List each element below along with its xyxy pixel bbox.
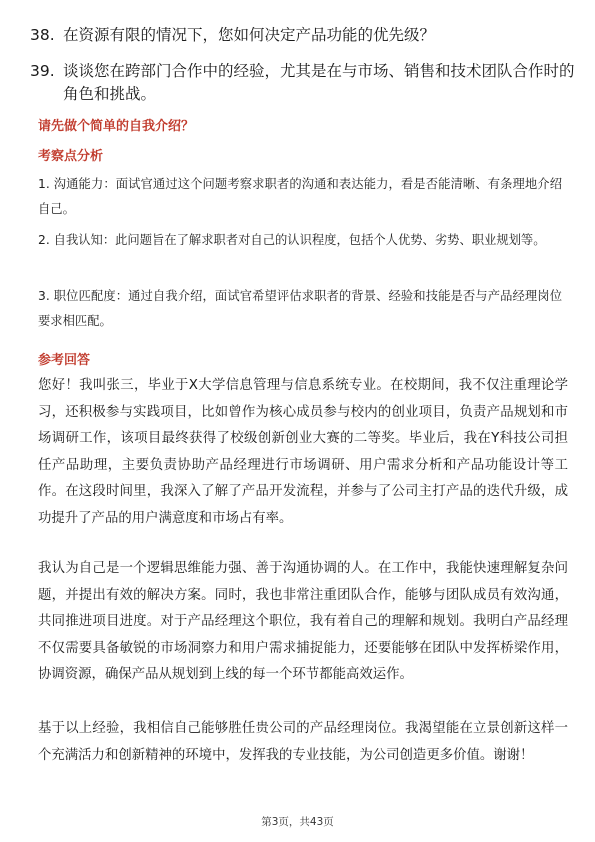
- question-text: 在资源有限的情况下，您如何决定产品功能的优先级？: [63, 26, 436, 44]
- question-number: 38.: [30, 26, 55, 44]
- analysis-point-3: 3. 职位匹配度：通过自我介绍，面试官希望评估求职者的背景、经验和技能是否与产品经理岗位要求相匹配。: [38, 289, 562, 328]
- question-text: 谈谈您在跨部门合作中的经验，尤其是在与市场、销售和技术团队合作时的角色和挑战。: [63, 62, 575, 103]
- main-question-heading: 请先做个简单的自我介绍？: [38, 119, 195, 134]
- analysis-point-2: 2. 自我认知：此问题旨在了解求职者对自己的认识程度，包括个人优势、劣势、职业规划等。: [38, 233, 546, 247]
- question-number: 39.: [30, 62, 55, 80]
- answer-paragraph-1: 您好！我叫张三，毕业于X大学信息管理与信息系统专业。在校期间，我不仅注重理论学习，还积极参与实践项目，比如曾作为核心成员参与校内的创业项目，负责产品规划和市场调研工作，该项目最终获得了校级创新创业大赛的二等奖。毕业后，我在Y科技公司担任产品助理，主要负责协助产品经理进行市场调研、用户需求分析和产品功能设计等工作。在这段时间里，我深入了解了产品开发流程，并参与了公司主打产品的迭代升级，成功提升了产品的用户满意度和市场占有率。: [38, 378, 568, 526]
- analysis-heading: 考察点分析: [38, 149, 104, 164]
- page-footer: 第3页，共43页: [261, 816, 334, 828]
- analysis-point-1: 1. 沟通能力：面试官通过这个问题考察求职者的沟通和表达能力，看是否能清晰、有条理地介绍自己。: [38, 177, 562, 216]
- question-38: [30, 24, 578, 47]
- answer-paragraph-2: 我认为自己是一个逻辑思维能力强、善于沟通协调的人。在工作中，我能快速理解复杂问题，并提出有效的解决方案。同时，我也非常注重团队合作，能够与团队成员有效沟通，共同推进项目进度。对于产品经理这个职位，我有着自己的理解和规划。我明白产品经理不仅需要具备敏锐的市场洞察力和用户需求捕捉能力，还要能够在团队中发挥桥梁作用，协调资源，确保产品从规划到上线的每一个环节都能高效运作。: [38, 561, 568, 682]
- answer-heading: 参考回答: [38, 353, 91, 368]
- answer-paragraph-3: 基于以上经验，我相信自己能够胜任贵公司的产品经理岗位。我渴望能在立景创新这样一个充满活力和创新精神的环境中，发挥我的专业技能，为公司创造更多价值。谢谢！: [38, 721, 568, 763]
- question-39: [30, 60, 578, 106]
